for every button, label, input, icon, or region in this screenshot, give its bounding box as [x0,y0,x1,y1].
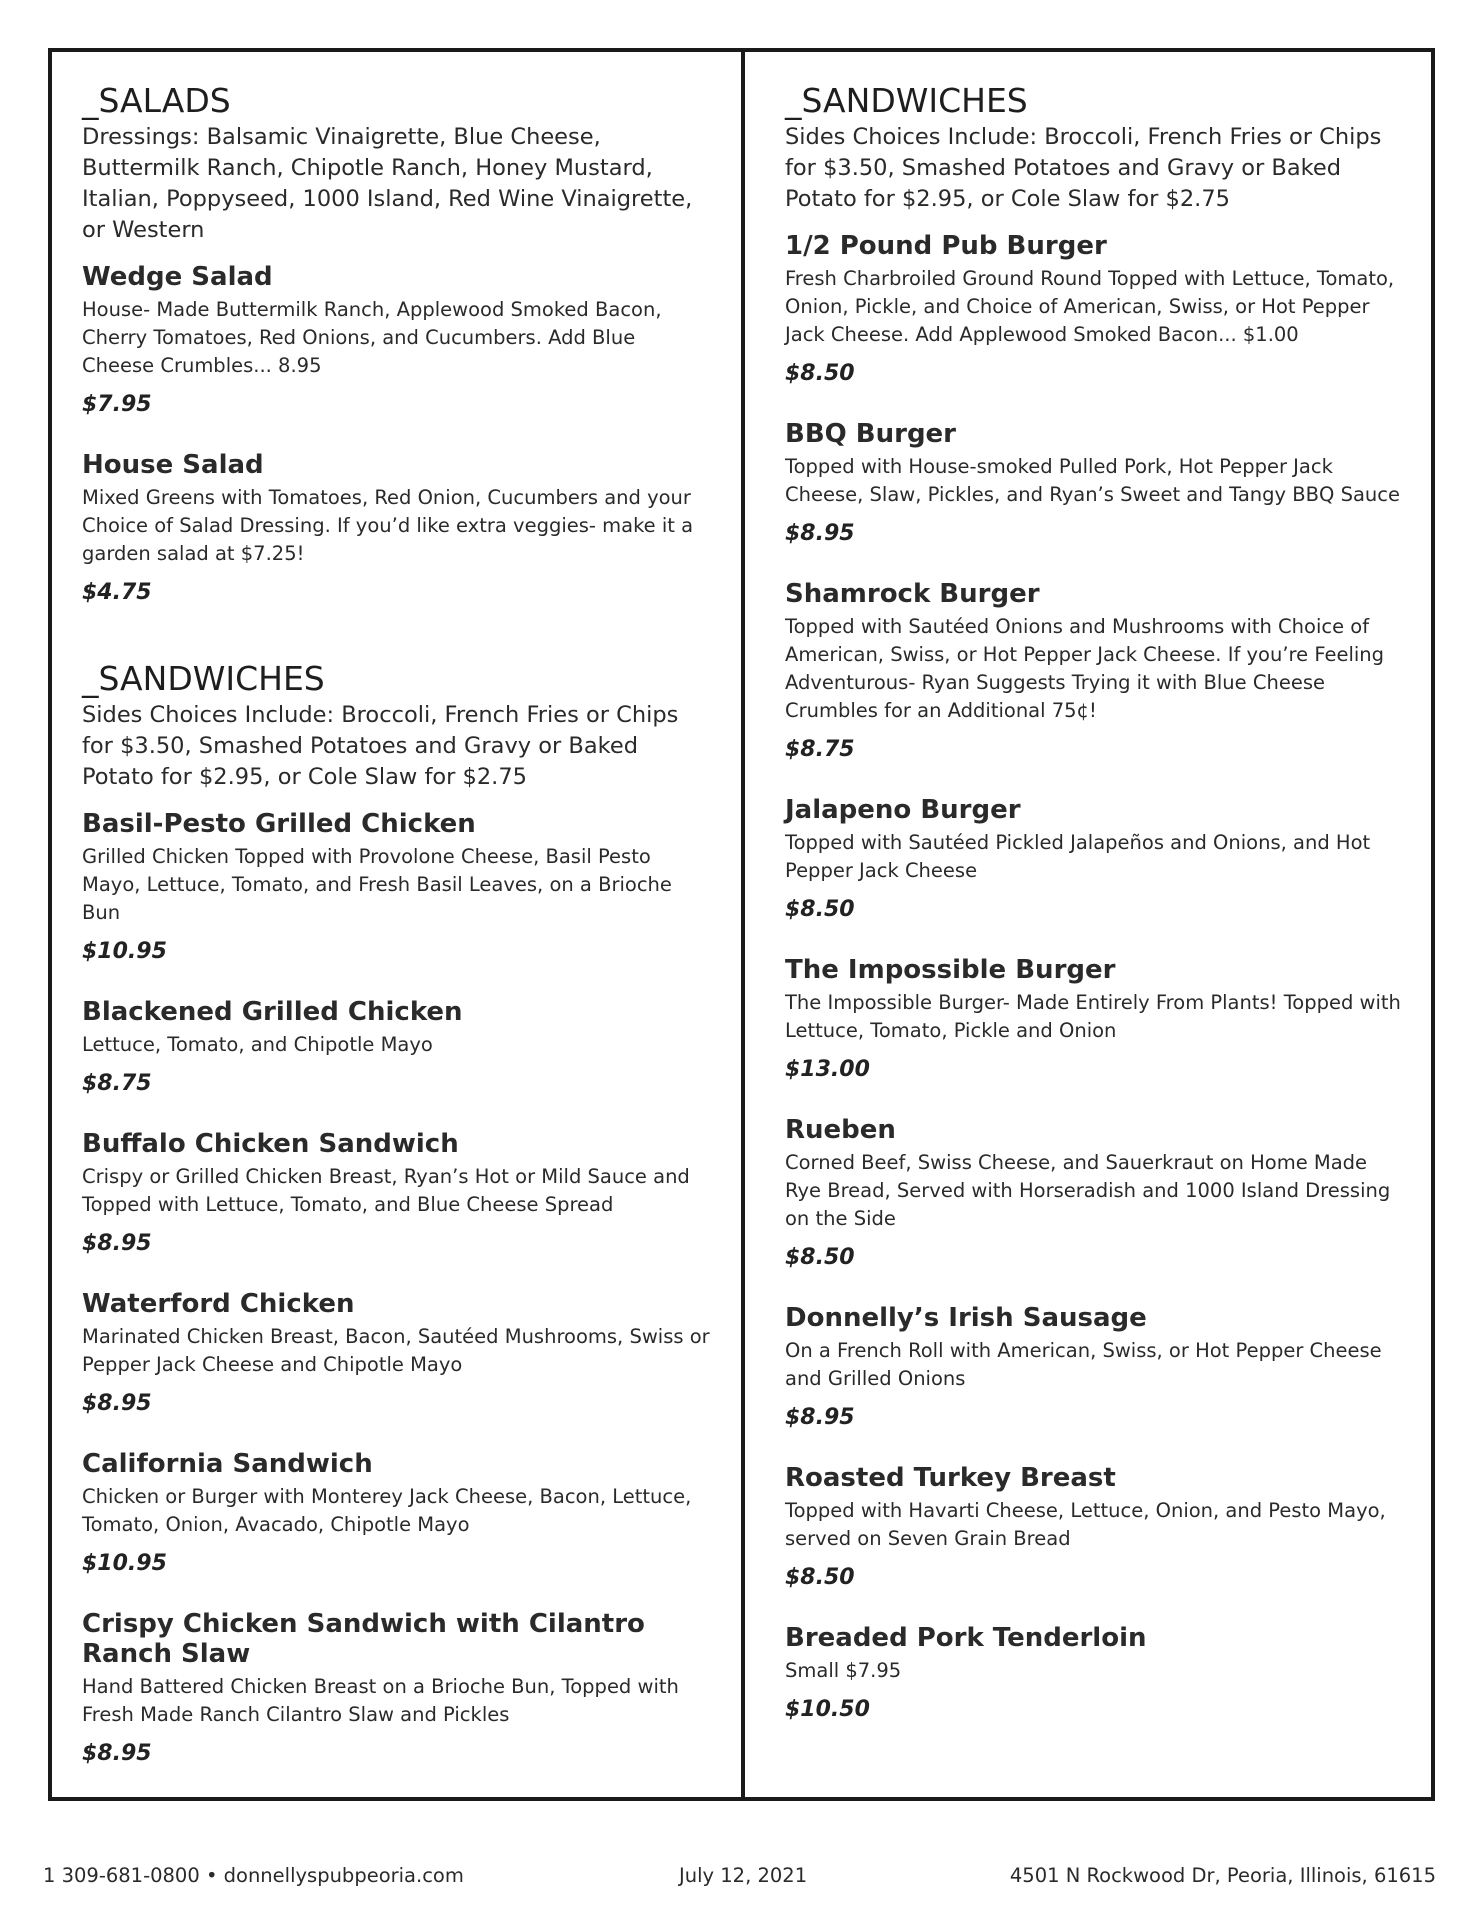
menu-item-list [785,231,1403,1725]
item-description: Marinated Chicken Breast, Bacon, Sautéed Mushrooms, Swiss or Pepper Jack Cheese and Chipotle Mayo [82,1324,710,1376]
sandwiches-section-right [785,82,1403,1725]
item-description: Corned Beef, Swiss Cheese, and Sauerkraut on Home Made Rye Bread, Served with Horseradish and 1000 Island Dressing on the Side [785,1150,1391,1230]
right-column [745,52,1431,1797]
menu-item [785,231,1403,389]
item-description: Topped with House-smoked Pulled Pork, Hot Pepper Jack Cheese, Slaw, Pickles, and Ryan’s Sweet and Tangy BBQ Sauce [785,454,1400,506]
item-name: California Sandwich [82,1448,373,1479]
menu-item [785,419,1403,549]
item-description: Topped with Sautéed Pickled Jalapeños and Onions, and Hot Pepper Jack Cheese [785,830,1371,882]
item-name: Basil-Pesto Grilled Chicken [82,808,476,839]
item-name: Crispy Chicken Sandwich with Cilantro Ranch Slaw [82,1608,645,1669]
footer-address: 4501 N Rockwood Dr, Peoria, Illinois, 61615 [1009,1864,1436,1887]
menu-item [82,1449,713,1579]
item-description: Hand Battered Chicken Breast on a Brioche Bun, Topped with Fresh Made Ranch Cilantro Slaw and Pickles [82,1674,679,1726]
menu-item [82,450,713,608]
item-name: House Salad [82,449,264,480]
item-description: The Impossible Burger- Made Entirely From Plants! Topped with Lettuce, Tomato, Pickle and Onion [785,990,1401,1042]
menu-item [82,262,713,420]
item-name: Waterford Chicken [82,1288,355,1319]
footer-date: July 12, 2021 [679,1864,808,1887]
item-price: $10.50 [785,1696,870,1722]
item-price: $8.95 [785,1404,855,1430]
menu-item [82,1609,713,1769]
menu-frame [48,48,1435,1801]
menu-item [785,1303,1403,1433]
item-price: $8.75 [82,1070,152,1096]
menu-item-list [82,809,713,1769]
item-name: Roasted Turkey Breast [785,1462,1116,1493]
item-description: House- Made Buttermilk Ranch, Applewood Smoked Bacon, Cherry Tomatoes, Red Onions, and Cucumbers. Add Blue Cheese Crumbles... 8.95 [82,297,662,377]
menu-item [785,1463,1403,1593]
item-name: Jalapeno Burger [785,794,1021,825]
section-title: _SANDWICHES [82,658,325,698]
menu-item [785,579,1403,765]
item-price: $10.95 [82,938,167,964]
item-price: $10.95 [82,1550,167,1576]
item-name: Blackened Grilled Chicken [82,996,463,1027]
item-description: Grilled Chicken Topped with Provolone Cheese, Basil Pesto Mayo, Lettuce, Tomato, and Fresh Basil Leaves, on a Brioche Bun [82,844,672,924]
menu-item [82,1129,713,1259]
section-title: _SALADS [82,81,231,120]
sides-note: Sides Choices Include: Broccoli, French Fries or Chips for $3.50, Smashed Potatoes and Gravy or Baked Potato for $2.95, or Cole Slaw for $2.75 [785,123,1382,212]
item-price: $8.50 [785,896,855,922]
menu-item [82,1289,713,1419]
left-column [52,52,745,1797]
section-title: _SANDWICHES [785,81,1028,120]
menu-item [82,809,713,967]
menu-item [82,997,713,1099]
item-name: The Impossible Burger [785,954,1116,985]
item-price: $8.95 [82,1230,152,1256]
item-description: Chicken or Burger with Monterey Jack Cheese, Bacon, Lettuce, Tomato, Onion, Avacado, Chipotle Mayo [82,1484,692,1536]
item-description: Topped with Sautéed Onions and Mushrooms with Choice of American, Swiss, or Hot Pepper Jack Cheese. If you’re Feeling Adventurous- Ryan Suggests Trying it with Blue Cheese Crumbles for an Additional 75¢! [785,614,1385,722]
item-name: Shamrock Burger [785,578,1040,609]
item-name: Wedge Salad [82,261,273,292]
item-price: $13.00 [785,1056,870,1082]
menu-item [785,795,1403,925]
footer-contact: 1 309-681-0800 • donnellyspubpeoria.com [43,1864,464,1887]
menu-item-list [82,262,713,608]
item-description: On a French Roll with American, Swiss, or Hot Pepper Cheese and Grilled Onions [785,1338,1382,1390]
salads-section [82,82,713,608]
item-price: $4.75 [82,579,152,605]
item-name: Rueben [785,1114,896,1145]
item-description: Crispy or Grilled Chicken Breast, Ryan’s Hot or Mild Sauce and Topped with Lettuce, Tomato, and Blue Cheese Spread [82,1164,690,1216]
item-name: BBQ Burger [785,418,957,449]
item-price: $8.95 [82,1740,152,1766]
item-price: $7.95 [82,391,152,417]
item-description: Small $7.95 [785,1658,902,1682]
item-name: 1/2 Pound Pub Burger [785,230,1107,261]
item-price: $8.50 [785,1564,855,1590]
item-name: Buffalo Chicken Sandwich [82,1128,459,1159]
menu-item [785,955,1403,1085]
menu-item [785,1115,1403,1273]
dressings-note: Dressings: Balsamic Vinaigrette, Blue Cheese, Buttermilk Ranch, Chipotle Ranch, Honey Mustard, Italian, Poppyseed, 1000 Island, Red Wine Vinaigrette, or Western [82,123,693,243]
item-price: $8.95 [82,1390,152,1416]
item-price: $8.50 [785,1244,855,1270]
item-description: Lettuce, Tomato, and Chipotle Mayo [82,1032,433,1056]
item-price: $8.50 [785,360,855,386]
item-description: Topped with Havarti Cheese, Lettuce, Onion, and Pesto Mayo, served on Seven Grain Bread [785,1498,1386,1550]
item-price: $8.75 [785,736,855,762]
sides-note: Sides Choices Include: Broccoli, French Fries or Chips for $3.50, Smashed Potatoes and Gravy or Baked Potato for $2.95, or Cole Slaw for $2.75 [82,701,679,790]
item-description: Fresh Charbroiled Ground Round Topped with Lettuce, Tomato, Onion, Pickle, and Choice of American, Swiss, or Hot Pepper Jack Cheese. Add Applewood Smoked Bacon... $1.00 [785,266,1395,346]
item-name: Donnelly’s Irish Sausage [785,1302,1147,1333]
item-price: $8.95 [785,520,855,546]
item-description: Mixed Greens with Tomatoes, Red Onion, Cucumbers and your Choice of Salad Dressing. If you’d like extra veggies- make it a garden salad at $7.25! [82,485,694,565]
sandwiches-section-left [82,660,713,1769]
menu-item [785,1623,1403,1725]
item-name: Breaded Pork Tenderloin [785,1622,1147,1653]
